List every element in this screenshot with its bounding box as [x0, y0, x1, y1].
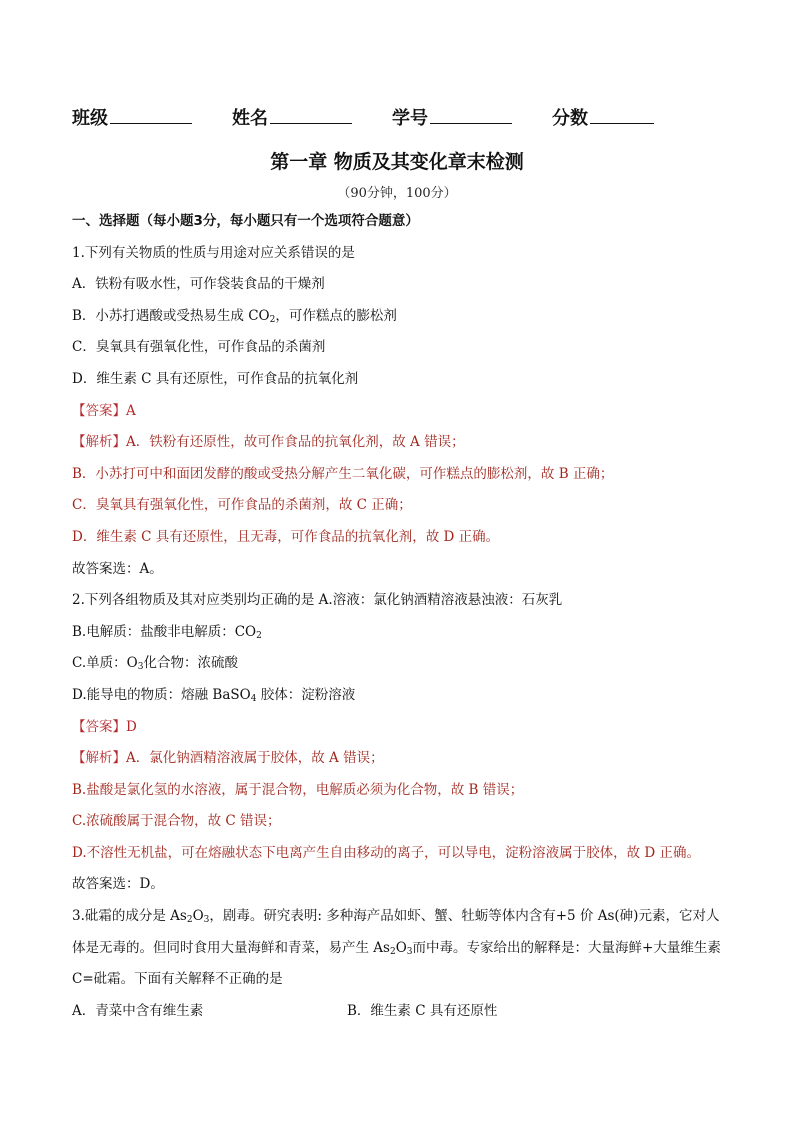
q1-option-a: A．铁粉有吸水性，可作袋装食品的干燥剂 [72, 276, 325, 293]
q1-stem: 1.下列有关物质的性质与用途对应关系错误的是 [72, 244, 355, 261]
q3-s2: O [192, 908, 204, 925]
q1-expl-tag: 【解析】 [72, 434, 126, 451]
q2-d-pre: D.能导电的物质：熔融 BaSO [72, 686, 251, 703]
name-blank[interactable] [270, 105, 352, 124]
q1-expl-a-text: A．铁粉有还原性，故可作食品的抗氧化剂，故 A 错误； [126, 434, 465, 451]
q1-answer [72, 396, 722, 428]
class-field [72, 104, 192, 130]
q3-s2-sub: 3 [203, 915, 210, 926]
score-label: 分数 [552, 108, 588, 129]
q1-answer-value: A [126, 402, 136, 419]
q3-s5: 而中毒。专家给出的解释是：大量海鲜+大量维生素 C=砒霜。下面有关解释不正确的是 [72, 939, 721, 988]
q3-option-a: A．青菜中含有维生素 [72, 1002, 204, 1019]
q3-stem [72, 901, 722, 996]
q3-s4-sub: 3 [406, 946, 413, 957]
class-label: 班级 [72, 108, 108, 129]
q1-option-d: D．维生素 C 具有还原性，可作食品的抗氧化剂 [72, 370, 359, 387]
section-heading: 一、选择题（每小题3分，每小题只有一个选项符合题意） [72, 213, 419, 229]
q2-expl-tag: 【解析】 [72, 750, 126, 767]
q1-final-answer: 故答案选：A。 [72, 560, 163, 577]
q1-option-b [72, 301, 722, 333]
q2-explanation-a [72, 743, 722, 775]
page-subtitle: （90分钟，100分） [337, 186, 457, 201]
q2-option-c [72, 648, 722, 680]
q3-option-b: B．维生素 C 具有还原性 [347, 1002, 498, 1019]
q2-final-answer: 故答案选：D。 [72, 876, 164, 893]
name-label: 姓名 [232, 108, 268, 129]
q2-b-sub: 2 [256, 630, 262, 641]
q1-answer-tag: 【答案】 [72, 402, 126, 419]
id-field [392, 104, 512, 130]
q2-option-d [72, 680, 722, 712]
q3-s1: 3.砒霜的成分是 As [72, 908, 187, 925]
q1-b-pre: B．小苏打遇酸或受热易生成 CO [72, 307, 270, 324]
q2-c-sub: 3 [137, 662, 144, 673]
q1-b-sub: 2 [269, 314, 276, 325]
q2-explanation-b: B.盐酸是氯化氢的水溶液，属于混合物，电解质必须为化合物，故 B 错误； [72, 781, 524, 798]
student-info-line [72, 104, 692, 130]
q3-s3: ，剧毒。研究表明: 多种海产品如虾、蟹、牡蛎等体内含有+5 价 As(砷)元素，它对人体是无毒的。但同时食用大量海鲜和青菜，易产生 As [72, 908, 720, 956]
q1-explanation-a [72, 427, 722, 459]
id-blank[interactable] [430, 105, 512, 124]
score-blank[interactable] [590, 105, 654, 124]
score-field [552, 104, 654, 130]
q2-answer [72, 712, 722, 744]
q3-s4: O [395, 939, 407, 956]
q2-explanation-c: C.浓硫酸属于混合物，故 C 错误； [72, 813, 281, 830]
q2-expl-a-text: A．氯化钠酒精溶液属于胶体，故 A 错误； [126, 750, 384, 767]
q3-s3-sub: 2 [389, 946, 396, 957]
q2-explanation-d: D.不溶性无机盐，可在熔融状态下电离产生自由移动的离子，可以导电，淀粉溶液属于胶体，故 D 正确。 [72, 844, 701, 861]
q1-b-post: ，可作糕点的膨松剂 [275, 307, 397, 324]
q2-b-pre: B.电解质：盐酸非电解质：CO [72, 623, 257, 640]
q2-stem: 2.下列各组物质及其对应类别均正确的是 A.溶液：氯化钠酒精溶液悬浊液：石灰乳 [72, 592, 563, 609]
q2-answer-tag: 【答案】 [72, 718, 126, 735]
q3-options-ab [72, 996, 722, 1028]
q2-c-post: 化合物：浓硫酸 [143, 655, 238, 672]
q2-option-b [72, 617, 722, 649]
name-field [232, 104, 352, 130]
q2-c-pre: C.单质：O [72, 655, 138, 672]
page-title: 第一章 物质及其变化章末检测 [270, 151, 524, 173]
document-content [72, 206, 722, 1027]
q1-explanation-c: C．臭氧具有强氧化性，可作食品的杀菌剂，故 C 正确； [72, 497, 412, 514]
q2-d-post: 胶体：淀粉溶液 [256, 686, 356, 703]
id-label: 学号 [392, 108, 428, 129]
q3-s1-sub: 2 [186, 915, 193, 926]
q1-explanation-d: D．维生素 C 具有还原性，且无毒，可作食品的抗氧化剂，故 D 正确。 [72, 528, 500, 545]
q2-answer-value: D [126, 718, 137, 735]
q1-option-c: C．臭氧具有强氧化性，可作食品的杀菌剂 [72, 339, 326, 356]
q2-d-sub: 4 [250, 693, 257, 704]
q1-explanation-b: B．小苏打可中和面团发酵的酸或受热分解产生二氧化碳，可作糕点的膨松剂，故 B 正确； [72, 465, 614, 482]
class-blank[interactable] [110, 105, 192, 124]
